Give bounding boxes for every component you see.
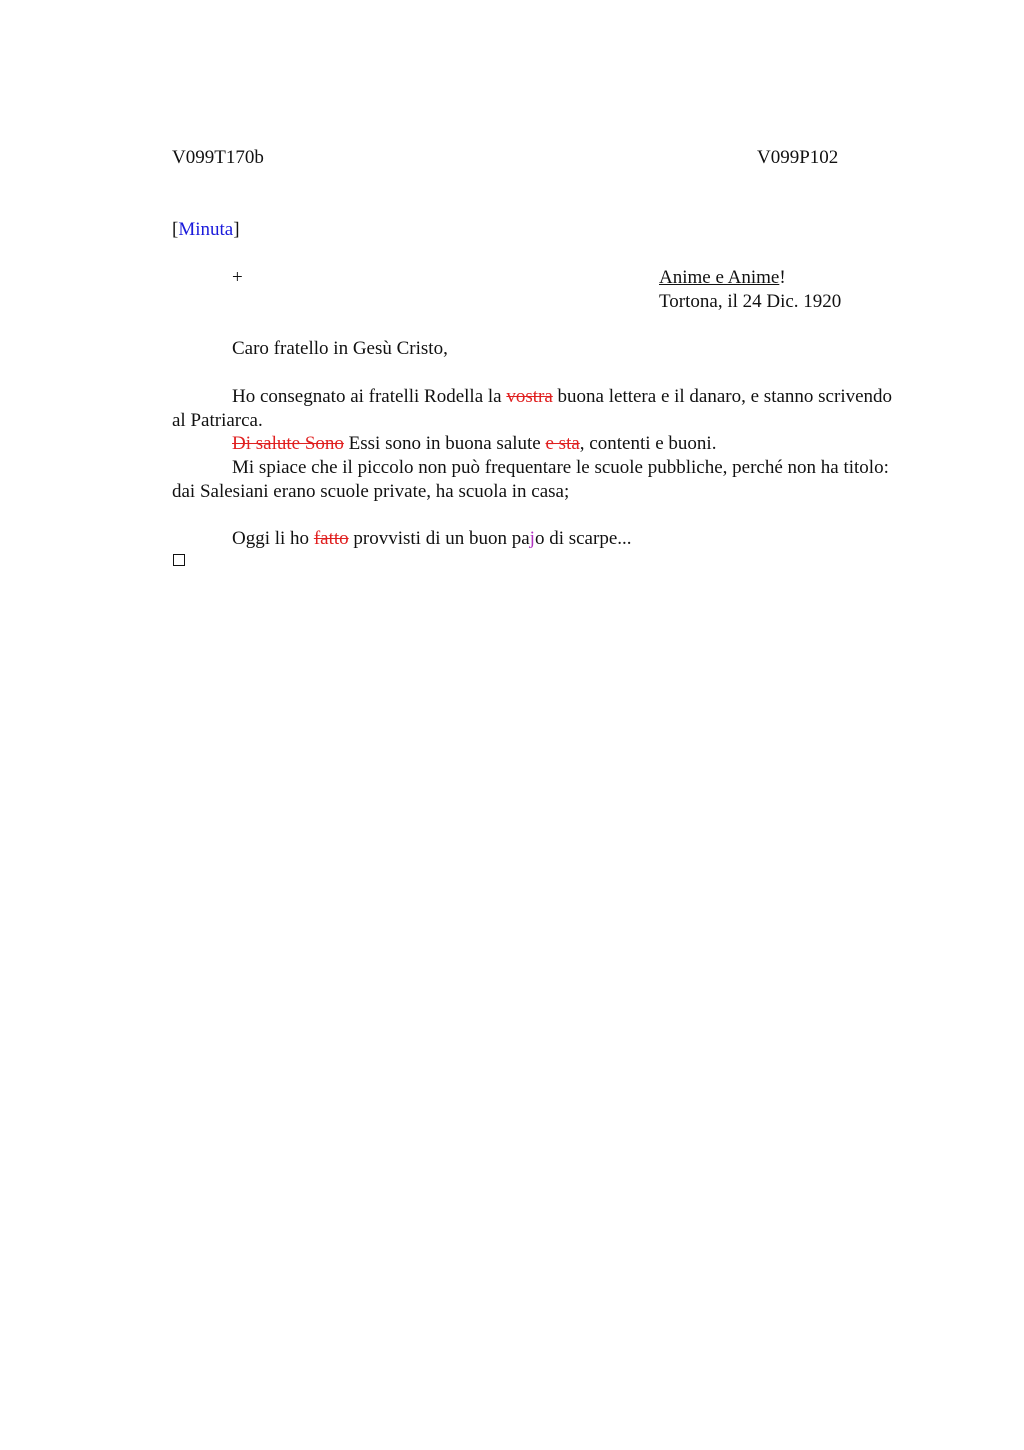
end-marker-box bbox=[173, 554, 185, 566]
salutation: Caro fratello in Gesù Cristo, bbox=[232, 338, 448, 359]
paragraph-4 bbox=[172, 527, 902, 551]
place-date: Tortona, il 24 Dic. 1920 bbox=[659, 291, 842, 312]
header-left-code: V099T170b bbox=[172, 147, 264, 168]
paragraph-2 bbox=[172, 432, 902, 456]
paragraph-1 bbox=[172, 385, 902, 433]
motto-punct: ! bbox=[779, 267, 786, 288]
paragraph-3: Mi spiace che il piccolo non può frequentare le scuole pubbliche, perché non ha titolo: dai Salesiani erano scuole private, ha scuola in casa; bbox=[172, 457, 889, 502]
p1-text-b: buona lettera e il danaro, e stanno scrivendo al Patriarca. bbox=[172, 386, 893, 431]
motto bbox=[659, 266, 786, 290]
p2-text-b: , contenti e buoni. bbox=[579, 433, 717, 454]
p4-insertion: j bbox=[529, 528, 535, 549]
p4-text-a: Oggi li ho bbox=[232, 528, 314, 549]
p4-text-b: provvisti di un buon pa bbox=[348, 528, 530, 549]
minuta-close-bracket: ] bbox=[233, 219, 240, 240]
p2-text-a: Essi sono in buona salute bbox=[343, 433, 546, 454]
cross-mark: + bbox=[232, 267, 243, 288]
p4-deletion: fatto bbox=[313, 528, 349, 549]
minuta-label bbox=[172, 218, 240, 242]
motto-text: Anime e Anime bbox=[659, 267, 780, 288]
p1-deletion: vostra bbox=[506, 386, 553, 407]
header-right-code: V099P102 bbox=[757, 147, 839, 168]
p4-text-c: o di scarpe... bbox=[534, 528, 632, 549]
p1-text-a: Ho consegnato ai fratelli Rodella la bbox=[232, 386, 507, 407]
minuta-text: Minuta bbox=[178, 219, 234, 240]
p2-deletion-1: Di salute Sono bbox=[232, 433, 344, 454]
p2-deletion-2: e sta bbox=[545, 433, 580, 454]
minuta-open-bracket: [ bbox=[172, 219, 179, 240]
